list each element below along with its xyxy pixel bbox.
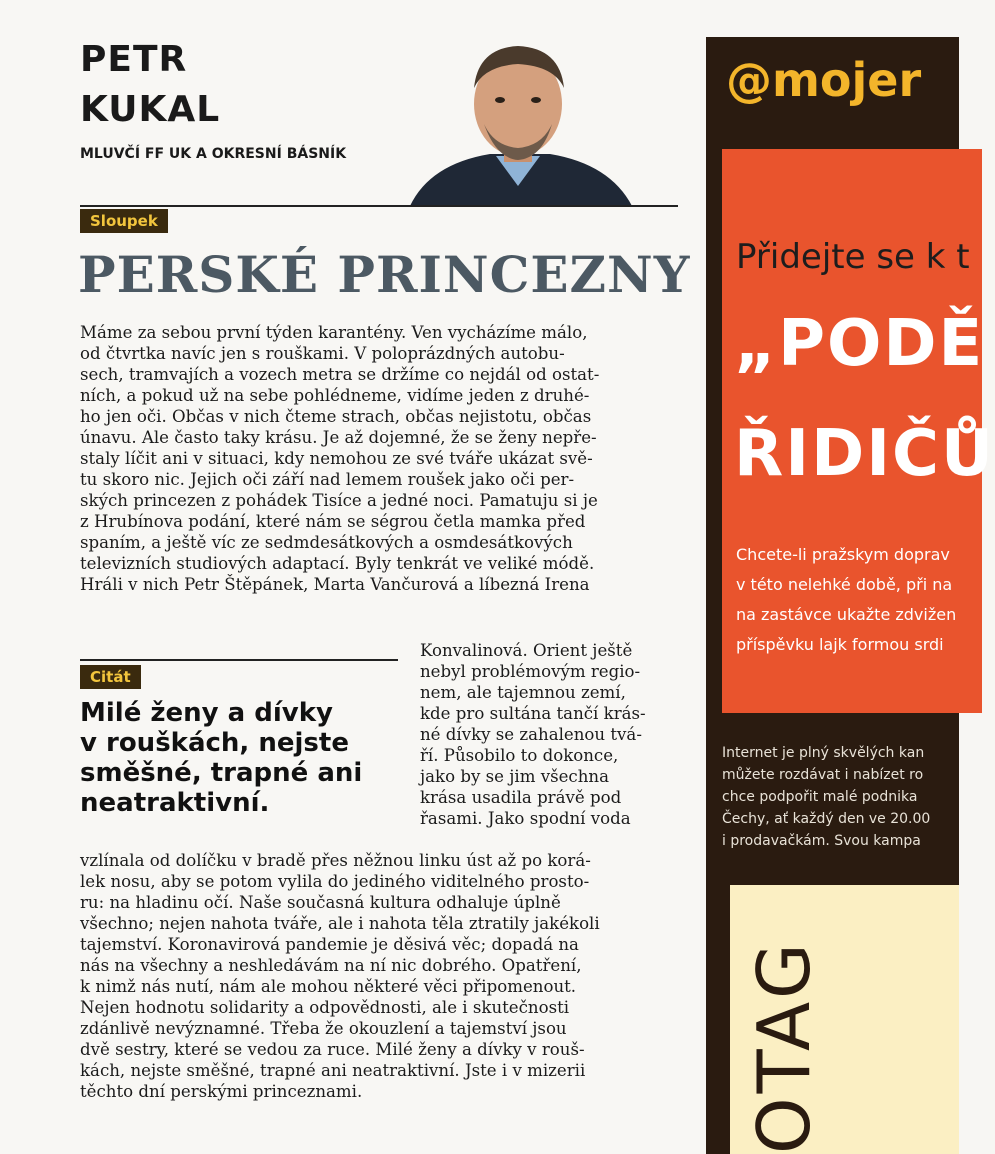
body-line: Hráli v nich Petr Štěpánek, Marta Vančurová a líbezná Irena (80, 575, 590, 594)
author-portrait (400, 36, 636, 206)
body-line: ských princezen z pohádek Tisíce a jedné noci. Pamatuju si je (80, 491, 598, 510)
body-line: kách, nejste směšné, trapné ani neatraktivní. Jste i v mizerii (80, 1061, 586, 1080)
pull-quote-line: Milé ženy a dívky (80, 698, 333, 728)
article-title: PERSKÉ PRINCEZNY (78, 245, 691, 304)
ad-subtext-line: na zastávce ukažte zdvižen (736, 605, 957, 624)
author-first-name: PETR (80, 39, 188, 80)
body-line: zdánlivě nevýznamné. Třeba že okouzlení a tajemství jsou (80, 1019, 567, 1038)
ad-headline-2: ŘIDIČŮ (734, 417, 995, 491)
body-line: Konvalinová. Orient ještě (420, 641, 633, 660)
ad-info-text (722, 742, 930, 852)
body-line: tu skoro nic. Jejich oči září nad lemem roušek jako oči per- (80, 470, 575, 489)
body-line: spaním, a ještě víc ze sedmdesátkových a osmdesátkových (80, 533, 573, 552)
author-last-name: KUKAL (80, 89, 221, 130)
ad-info-line: chce podpořit malé podnika (722, 789, 918, 805)
article-body-top (80, 322, 680, 595)
body-line: z Hrubínova podání, které nám se ségrou četla mamka před (80, 512, 586, 531)
body-line: né dívky se zahalenou tvá- (420, 725, 642, 744)
body-line: nem, ale tajemnou zemí, (420, 683, 626, 702)
body-line: od čtvrtka navíc jen s rouškami. V poloprázdných autobu- (80, 344, 565, 363)
ad-subtext-line: příspěvku lajk formou srdi (736, 635, 944, 654)
body-line: sech, tramvajích a vozech metra se držíme co nejdál od ostat- (80, 365, 600, 384)
pull-quote-line: směšné, trapné ani (80, 758, 363, 788)
ad-headline-1: „PODĚ (734, 307, 985, 381)
body-line: únavu. Ale často taky krásu. Je až dojemné, že se ženy nepře- (80, 428, 597, 447)
body-line: všechno; nejen nahota tváře, ale i nahota těla ztratily jakékoli (80, 914, 600, 933)
ad-info-line: můžete rozdávat i nabízet ro (722, 767, 924, 783)
body-line: nás na všechny a neshledávám na ní nic dobrého. Opatření, (80, 956, 582, 975)
body-line: řasami. Jako spodní voda (420, 809, 631, 828)
section-tag: Sloupek (80, 209, 168, 233)
body-line: jako by se jim všechna (420, 767, 609, 786)
article-body-wrap (420, 640, 680, 829)
body-line: ních, a pokud už na sebe pohlédneme, vidíme jeden z druhé- (80, 386, 590, 405)
ad-info-line: Čechy, ať každý den ve 20.00 (722, 811, 931, 827)
quote-divider (80, 659, 398, 661)
ad-handle: @mojer (726, 53, 922, 107)
body-line: Nejen hodnotu solidarity a odpovědnosti, ale i skutečnosti (80, 998, 570, 1017)
ad-subtext-line: v této nelehké době, při na (736, 575, 953, 594)
ad-subtext (736, 540, 956, 660)
pull-quote (80, 698, 380, 818)
pull-quote-line: neatraktivní. (80, 788, 270, 818)
pull-quote-line: v rouškách, nejste (80, 728, 349, 758)
article-body-bottom (80, 850, 680, 1102)
body-line: televizních studiových adaptací. Byly tenkrát ve veliké módě. (80, 554, 595, 573)
body-line: Máme za sebou první týden karantény. Ven vycházíme málo, (80, 323, 588, 342)
ad-join-text: Přidejte se k t (736, 237, 970, 277)
body-line: ho jen oči. Občas v nich čteme strach, občas nejistotu, občas (80, 407, 592, 426)
body-line: staly líčit ani v situaci, kdy nemohou ze své tváře ukázat svě- (80, 449, 593, 468)
body-line: dvě sestry, které se vedou za ruce. Milé ženy a dívky v rouš- (80, 1040, 585, 1059)
author-role: MLUVČÍ FF UK A OKRESNÍ BÁSNÍK (80, 146, 347, 162)
header-divider (80, 205, 678, 207)
ad-vertical-text: OTAG (742, 939, 826, 1154)
body-line: ru: na hladinu očí. Naše současná kultura odhaluje úplně (80, 893, 561, 912)
ad-info-line: i prodavačkám. Svou kampa (722, 833, 921, 849)
quote-tag: Citát (80, 665, 141, 689)
body-line: ří. Působilo to dokonce, (420, 746, 619, 765)
ad-subtext-line: Chcete-li pražskym doprav (736, 545, 950, 564)
body-line: nebyl problémovým regio- (420, 662, 641, 681)
body-line: kde pro sultána tančí krás- (420, 704, 646, 723)
ad-info-line: Internet je plný skvělých kan (722, 745, 925, 761)
body-line: krása usadila právě pod (420, 788, 622, 807)
body-line: k nimž nás nutí, nám ale mohou některé věci připomenout. (80, 977, 577, 996)
body-line: těchto dní perskými princeznami. (80, 1082, 363, 1101)
body-line: vzlínala od dolíčku v bradě přes něžnou linku úst až po korá- (80, 851, 591, 870)
body-line: lek nosu, aby se potom vylila do jediného viditelného prosto- (80, 872, 590, 891)
body-line: tajemství. Koronavirová pandemie je děsivá věc; dopadá na (80, 935, 579, 954)
